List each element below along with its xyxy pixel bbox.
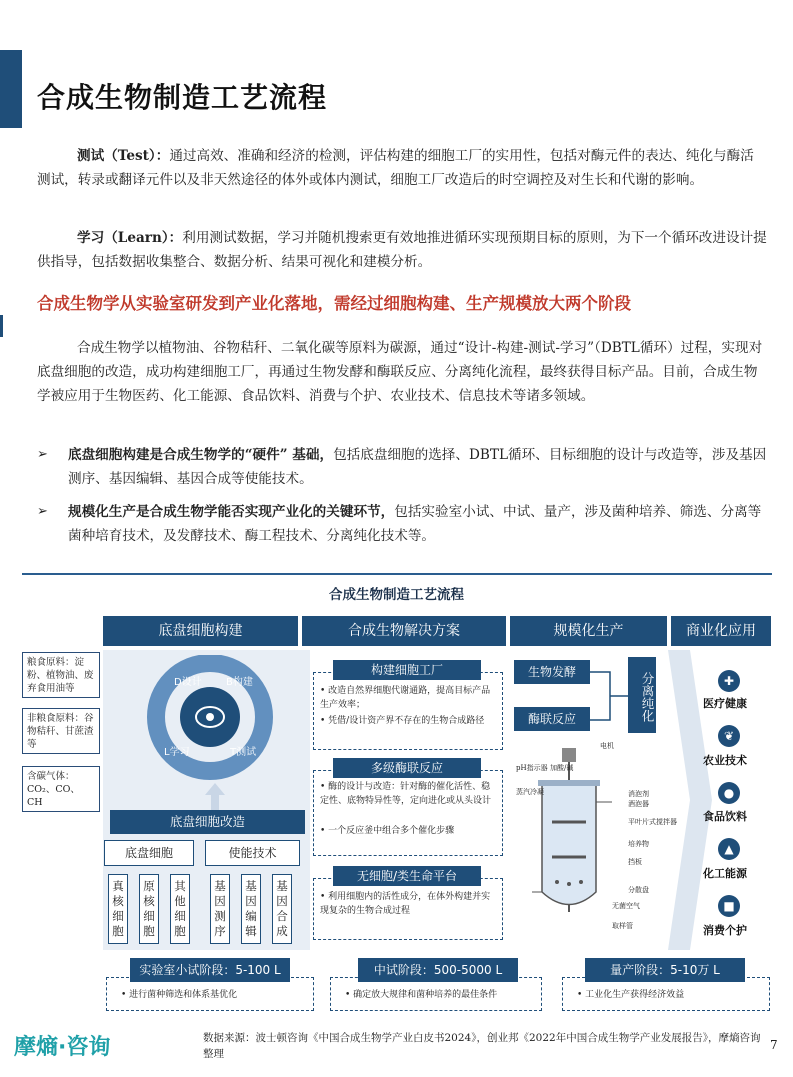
header-scale: 规模化生产 [510, 616, 667, 646]
stage-lab-box: • 进行菌种筛选和体系基优化 [106, 977, 314, 1011]
reactor-label: 酒泡器 [628, 800, 649, 808]
stage-pilot-box: • 确定放大规律和菌种培养的最佳条件 [330, 977, 542, 1011]
page-number: 7 [770, 1038, 778, 1052]
test-label: 测试（Test）： [77, 148, 170, 164]
app-consumer: 消费个护 [703, 924, 747, 937]
scale-ferment: 生物发酵 [514, 660, 590, 684]
stage-mass-box: • 工业化生产获得经济效益 [562, 977, 770, 1011]
stage-mass-title: 量产阶段：5-10万 L [585, 958, 745, 982]
cycle-learn: L学习 [164, 747, 190, 758]
tech-sequencing: 基因测序 [210, 874, 230, 944]
bullet-arrow-icon: ➢ [37, 447, 48, 462]
section-heading: 合成生物学从实验室研发到产业化落地，需经过细胞构建、生产规模放大两个阶段 [37, 294, 631, 313]
app-food: 食品饮料 [703, 810, 747, 823]
agriculture-icon: ❦ [718, 725, 740, 747]
raw-grain: 粮食原料：淀粉、植物油、废弃食用油等 [22, 652, 100, 698]
stage-lab-title: 实验室小试阶段：5-100 L [130, 958, 290, 982]
paragraph-learn [37, 226, 767, 274]
scale-separate: 分离纯化 [628, 657, 656, 733]
cell-other: 其他细胞 [170, 874, 190, 944]
source-note: 数据来源：波士顿咨询《中国合成生物学产业白皮书2024》，创业邦《2022年中国合成生物学产业发展报告》，摩熵咨询整理 [203, 1032, 761, 1060]
tech-synthesis: 基因合成 [272, 874, 292, 944]
reactor-label: 挡板 [628, 858, 642, 866]
header-apps: 商业化应用 [671, 616, 771, 646]
cycle-test: T测试 [230, 747, 257, 758]
solution-enzyme-title: 多级酶联反应 [333, 758, 481, 778]
paragraph-test [37, 144, 767, 192]
bullet1-text: 包括底盘细胞的选择、DBTL循环、目标细胞的设计与改造等，涉及基因测序、基因编辑、基因合成等使能技术。 [68, 447, 767, 487]
reactor-label: 取样管 [612, 922, 633, 930]
scale-enzyme: 酶联反应 [514, 707, 590, 731]
dbtl-cycle [130, 655, 290, 785]
reactor-label: 加酸/碱 [550, 764, 574, 772]
consumer-icon: ■ [718, 895, 740, 917]
diagram-top-rule [22, 573, 772, 575]
up-arrow-icon [205, 783, 225, 811]
cell-eukaryote: 真核细胞 [108, 874, 128, 944]
tech-editing: 基因编辑 [241, 874, 261, 944]
reactor-label: 消泡剂 [628, 790, 649, 798]
solution-enzyme-item: • 酶的设计与改造：针对酶的催化活性、稳定性、底物特异性等，定向进化或从头设计 [320, 782, 492, 806]
solution-enzyme-item: • 一个反应釜中组合多个催化步骤 [320, 826, 455, 836]
solution-cell-factory-title: 构建细胞工厂 [333, 660, 481, 680]
learn-text: 利用测试数据，学习并随机搜索更有效地推进循环实现预期目标的原则，为下一个循环改进设计提供指导，包括数据收集整合、数据分析、结果可视化和建模分析。 [37, 230, 767, 270]
chassis-cells-label: 底盘细胞 [104, 840, 194, 866]
left-accent-bar [0, 50, 22, 128]
header-solutions: 合成生物解决方案 [302, 616, 506, 646]
chassis-title: 底盘细胞改造 [110, 810, 305, 834]
scale-connector [590, 660, 630, 736]
app-medical: 医疗健康 [703, 697, 747, 710]
page-title: 合成生物制造工艺流程 [37, 81, 328, 114]
solution-cell-factory-item: • 改造自然界细胞代谢通路，提高目标产品生产效率； [320, 686, 491, 710]
app-chemical: 化工能源 [703, 867, 747, 880]
paragraph-main: 合成生物学以植物油、谷物秸秆、二氧化碳等原料为碳源，通过“设计-构建-测试-学习”（DBTL循环）过程，实现对底盘细胞的改造，成功构建细胞工厂，再通过生物发酵和酶联反应、分离纯化流程，最终获得目标产品。目前，合成生物学被应用于生物医药、化工能源、食品饮料、消费与个护、农业技术、信息技术等诸多领域。 [37, 340, 763, 404]
app-agriculture: 农业技术 [703, 754, 747, 767]
left-accent-mark [0, 315, 3, 337]
reactor-label: 蒸汽冷凝 [516, 788, 544, 796]
bullet2-text: 包括实验室小试、中试、量产，涉及菌种培养、筛选、分离等菌种培育技术，及发酵技术、酶工程技术、分离纯化技术等。 [68, 504, 762, 544]
test-text: 通过高效、准确和经济的检测，评估构建的细胞工厂的实用性，包括对酶元件的表达、纯化与酶活测试，转录或翻译元件以及非天然途径的体外或体内测试，细胞工厂改造后的时空调控及对生长和代谢的影响。 [37, 148, 754, 188]
chemical-icon: ▲ [718, 838, 740, 860]
bullet-arrow-icon: ➢ [37, 504, 48, 519]
solution-cellfree-item: • 利用细胞内的活性成分，在体外构建并实现复杂的生物合成过程 [320, 892, 491, 916]
solution-cellfree-title: 无细胞/类生命平台 [333, 866, 481, 886]
reactor-label: 分散盘 [628, 886, 649, 894]
bullet1-bold: 底盘细胞构建是合成生物学的“硬件” 基础， [68, 447, 334, 463]
reactor-label: 无菌空气 [612, 902, 640, 910]
reactor-label: pH指示器 [516, 764, 548, 772]
cell-prokaryote: 原核细胞 [139, 874, 159, 944]
raw-nongrain: 非粮食原料：谷物秸秆、甘蔗渣等 [22, 708, 100, 754]
stage-pilot-title: 中试阶段：500-5000 L [358, 958, 518, 982]
chassis-tech-label: 使能技术 [205, 840, 300, 866]
footer-logo: 摩熵·咨询 [14, 1035, 111, 1060]
food-icon: ● [718, 782, 740, 804]
reactor-label: 培养物 [628, 840, 649, 848]
diagram-title: 合成生物制造工艺流程 [329, 587, 464, 603]
reactor-label: 电机 [600, 742, 614, 750]
solution-cell-factory-item: • 凭借/设计资产界不存在的生物合成路径 [320, 716, 485, 726]
medical-icon: ✚ [718, 670, 740, 692]
bullet2-bold: 规模化生产是合成生物学能否实现产业化的关键环节， [68, 504, 395, 520]
header-chassis: 底盘细胞构建 [103, 616, 298, 646]
learn-label: 学习（Learn）： [77, 230, 183, 246]
reactor-label: 平叶片式搅拌器 [628, 818, 677, 826]
cycle-build: B构建 [226, 677, 253, 688]
cycle-design: D设计 [174, 677, 202, 688]
raw-gas: 含碳气体：CO₂、CO、CH [22, 766, 100, 812]
